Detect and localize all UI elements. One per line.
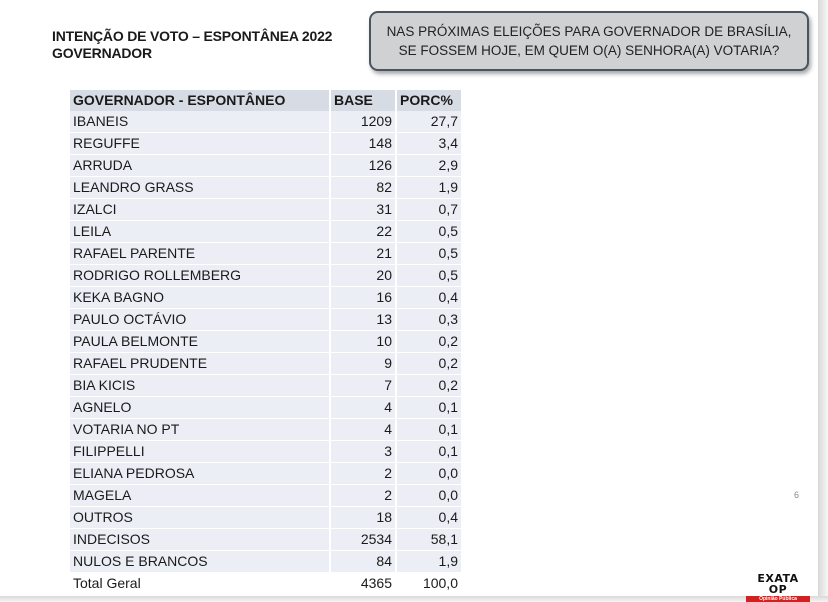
base-count-cell: 82 <box>330 177 396 199</box>
base-count-cell: 2 <box>330 463 396 485</box>
candidate-name-cell: RAFAEL PARENTE <box>70 243 330 265</box>
base-count-cell: 22 <box>330 221 396 243</box>
percent-cell: 27,7 <box>396 111 461 133</box>
percent-cell: 0,4 <box>396 287 461 309</box>
table-row <box>70 551 461 573</box>
table-row <box>70 111 461 133</box>
column-header-name: GOVERNADOR - ESPONTÂNEO <box>70 90 330 111</box>
table-row <box>70 463 461 485</box>
table-row <box>70 177 461 199</box>
question-box <box>369 11 809 71</box>
table-row <box>70 199 461 221</box>
candidate-name-cell: PAULA BELMONTE <box>70 331 330 353</box>
candidate-name-cell: RAFAEL PRUDENTE <box>70 353 330 375</box>
logo-sub-text: Opinião Pública <box>746 596 810 602</box>
base-count-cell: 21 <box>330 243 396 265</box>
percent-cell: 0,1 <box>396 397 461 419</box>
candidate-name-cell: Total Geral <box>70 573 330 595</box>
base-count-cell: 18 <box>330 507 396 529</box>
table-row <box>70 573 461 595</box>
table-header-row <box>70 90 461 111</box>
column-header-percent: PORC% <box>396 90 461 111</box>
page-number: 6 <box>794 490 800 500</box>
candidate-name-cell: LEILA <box>70 221 330 243</box>
candidate-name-cell: PAULO OCTÁVIO <box>70 309 330 331</box>
table-row <box>70 221 461 243</box>
table-row <box>70 331 461 353</box>
percent-cell: 0,7 <box>396 199 461 221</box>
percent-cell: 0,5 <box>396 243 461 265</box>
candidate-name-cell: OUTROS <box>70 507 330 529</box>
percent-cell: 0,1 <box>396 441 461 463</box>
slide-title-line2: GOVERNADOR <box>52 45 152 61</box>
slide-title <box>52 28 332 62</box>
candidate-name-cell: FILIPPELLI <box>70 441 330 463</box>
table-row <box>70 419 461 441</box>
table-row <box>70 155 461 177</box>
candidate-name-cell: AGNELO <box>70 397 330 419</box>
question-text: NAS PRÓXIMAS ELEIÇÕES PARA GOVERNADOR DE BRASÍLIA, SE FOSSEM HOJE, EM QUEM O(A) SENHORA(A) VOTARIA? <box>386 24 792 58</box>
candidate-name-cell: ELIANA PEDROSA <box>70 463 330 485</box>
percent-cell: 100,0 <box>396 573 461 595</box>
base-count-cell: 20 <box>330 265 396 287</box>
base-count-cell: 4 <box>330 397 396 419</box>
table-row <box>70 243 461 265</box>
percent-cell: 3,4 <box>396 133 461 155</box>
percent-cell: 0,2 <box>396 353 461 375</box>
table-row <box>70 529 461 551</box>
base-count-cell: 16 <box>330 287 396 309</box>
candidate-name-cell: IBANEIS <box>70 111 330 133</box>
base-count-cell: 148 <box>330 133 396 155</box>
percent-cell: 0,4 <box>396 507 461 529</box>
slide-shadow-right <box>818 0 828 602</box>
percent-cell: 2,9 <box>396 155 461 177</box>
percent-cell: 0,2 <box>396 331 461 353</box>
candidate-name-cell: NULOS E BRANCOS <box>70 551 330 573</box>
candidate-name-cell: BIA KICIS <box>70 375 330 397</box>
percent-cell: 0,1 <box>396 419 461 441</box>
column-header-base: BASE <box>330 90 396 111</box>
table-row <box>70 309 461 331</box>
percent-cell: 0,2 <box>396 375 461 397</box>
table-row <box>70 485 461 507</box>
candidate-name-cell: MAGELA <box>70 485 330 507</box>
base-count-cell: 2 <box>330 485 396 507</box>
base-count-cell: 2534 <box>330 529 396 551</box>
table-row <box>70 375 461 397</box>
table-row <box>70 353 461 375</box>
candidate-name-cell: ARRUDA <box>70 155 330 177</box>
candidate-name-cell: RODRIGO ROLLEMBERG <box>70 265 330 287</box>
base-count-cell: 1209 <box>330 111 396 133</box>
table-row <box>70 287 461 309</box>
table-row <box>70 265 461 287</box>
percent-cell: 1,9 <box>396 177 461 199</box>
base-count-cell: 126 <box>330 155 396 177</box>
base-count-cell: 84 <box>330 551 396 573</box>
slide-title-line1: INTENÇÃO DE VOTO – ESPONTÂNEA 2022 <box>52 28 333 44</box>
percent-cell: 0,3 <box>396 309 461 331</box>
percent-cell: 58,1 <box>396 529 461 551</box>
exata-op-logo <box>746 573 810 602</box>
logo-main-text: EXATA OP <box>757 572 799 596</box>
table-body <box>70 111 461 595</box>
candidate-name-cell: INDECISOS <box>70 529 330 551</box>
candidate-name-cell: KEKA BAGNO <box>70 287 330 309</box>
percent-cell: 0,0 <box>396 463 461 485</box>
base-count-cell: 9 <box>330 353 396 375</box>
base-count-cell: 7 <box>330 375 396 397</box>
base-count-cell: 31 <box>330 199 396 221</box>
base-count-cell: 3 <box>330 441 396 463</box>
percent-cell: 0,5 <box>396 221 461 243</box>
table-row <box>70 507 461 529</box>
base-count-cell: 4365 <box>330 573 396 595</box>
results-table <box>70 90 461 595</box>
percent-cell: 1,9 <box>396 551 461 573</box>
candidate-name-cell: IZALCI <box>70 199 330 221</box>
base-count-cell: 10 <box>330 331 396 353</box>
table-row <box>70 133 461 155</box>
base-count-cell: 4 <box>330 419 396 441</box>
percent-cell: 0,0 <box>396 485 461 507</box>
candidate-name-cell: LEANDRO GRASS <box>70 177 330 199</box>
base-count-cell: 13 <box>330 309 396 331</box>
table-row <box>70 397 461 419</box>
table-row <box>70 441 461 463</box>
slide-shadow-bottom <box>0 596 828 602</box>
candidate-name-cell: REGUFFE <box>70 133 330 155</box>
candidate-name-cell: VOTARIA NO PT <box>70 419 330 441</box>
percent-cell: 0,5 <box>396 265 461 287</box>
